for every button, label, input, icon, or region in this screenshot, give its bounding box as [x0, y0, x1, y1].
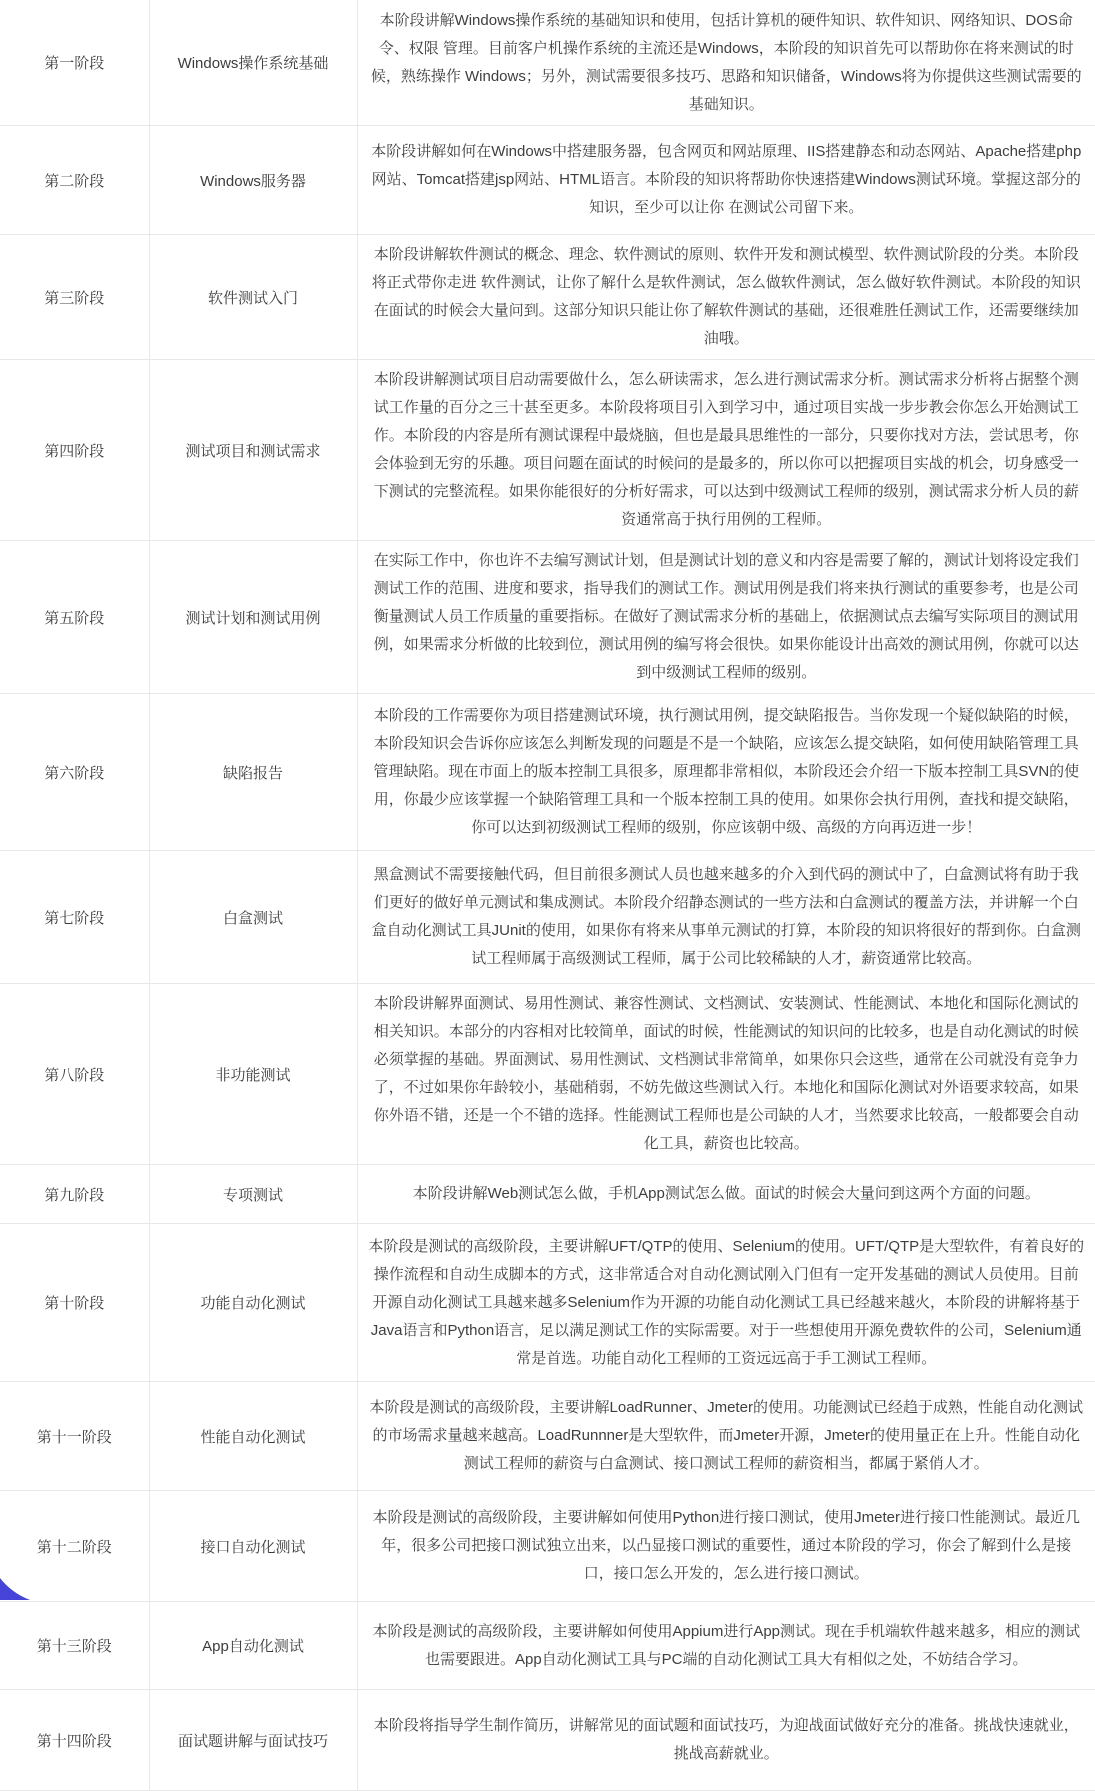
- description-cell: 本阶段是测试的高级阶段，主要讲解如何使用Appium进行App测试。现在手机端软件越来越多，相应的测试也需要跟进。App自动化测试工具与PC端的自动化测试工具大有相似之处，不妨结合学习。: [357, 1602, 1095, 1690]
- description-cell: 本阶段将指导学生制作简历，讲解常见的面试题和面试技巧，为迎战面试做好充分的准备。挑战快速就业，挑战高薪就业。: [357, 1690, 1095, 1791]
- course-cell: 面试题讲解与面试技巧: [149, 1690, 357, 1791]
- table-row: [0, 1491, 1095, 1602]
- course-cell: 专项测试: [149, 1165, 357, 1224]
- course-cell: App自动化测试: [149, 1602, 357, 1690]
- table-row: [0, 1382, 1095, 1491]
- course-cell: 测试项目和测试需求: [149, 360, 357, 541]
- description-cell: 本阶段讲解如何在Windows中搭建服务器，包含网页和网站原理、IIS搭建静态和动态网站、Apache搭建php网站、Tomcat搭建jsp网站、HTML语言。本阶段的知识将帮助你快速搭建Windows测试环境。掌握这部分的知识，至少可以让你 在测试公司留下来。: [357, 126, 1095, 235]
- course-cell: 软件测试入门: [149, 235, 357, 360]
- table-row: [0, 1165, 1095, 1224]
- stage-cell: 第二阶段: [0, 126, 149, 235]
- table-row: [0, 1602, 1095, 1690]
- description-cell: 本阶段的工作需要你为项目搭建测试环境，执行测试用例，提交缺陷报告。当你发现一个疑似缺陷的时候，本阶段知识会告诉你应该怎么判断发现的问题是不是一个缺陷，应该怎么提交缺陷，如何使用缺陷管理工具管理缺陷。现在市面上的版本控制工具很多，原理都非常相似，本阶段还会介绍一下版本控制工具SVN的使用，你最少应该掌握一个缺陷管理工具和一个版本控制工具的使用。如果你会执行用例，查找和提交缺陷，你可以达到初级测试工程师的级别，你应该朝中级、高级的方向再迈进一步！: [357, 694, 1095, 851]
- corner-swoosh-icon[interactable]: [0, 1578, 30, 1600]
- description-cell: 黑盒测试不需要接触代码，但目前很多测试人员也越来越多的介入到代码的测试中了，白盒测试将有助于我们更好的做好单元测试和集成测试。本阶段介绍静态测试的一些方法和白盒测试的覆盖方法，并讲解一个白盒自动化测试工具JUnit的使用，如果你有将来从事单元测试的打算，本阶段的知识将很好的帮到你。白盒测试工程师属于高级测试工程师，属于公司比较稀缺的人才，薪资通常比较高。: [357, 851, 1095, 984]
- table-row: [0, 235, 1095, 360]
- table-row: [0, 1224, 1095, 1382]
- stage-cell: 第十三阶段: [0, 1602, 149, 1690]
- stage-cell: 第五阶段: [0, 541, 149, 694]
- stage-cell: 第四阶段: [0, 360, 149, 541]
- stage-cell: 第三阶段: [0, 235, 149, 360]
- description-cell: 本阶段讲解界面测试、易用性测试、兼容性测试、文档测试、安装测试、性能测试、本地化和国际化测试的相关知识。本部分的内容相对比较简单，面试的时候，性能测试的知识问的比较多，也是自动化测试的时候必须掌握的基础。界面测试、易用性测试、文档测试非常简单，如果你只会这些，通常在公司就没有竞争力了，不过如果你年龄较小，基础稍弱，不妨先做这些测试入行。本地化和国际化测试对外语要求较高，如果你外语不错，还是一个不错的选择。性能测试工程师也是公司缺的人才，当然要求比较高，一般都要会自动化工具，薪资也比较高。: [357, 984, 1095, 1165]
- course-cell: 接口自动化测试: [149, 1491, 357, 1602]
- stage-cell: 第一阶段: [0, 0, 149, 126]
- description-cell: 本阶段是测试的高级阶段，主要讲解UFT/QTP的使用、Selenium的使用。UFT/QTP是大型软件，有着良好的操作流程和自动生成脚本的方式，这非常适合对自动化测试刚入门但有一定开发基础的测试人员使用。目前开源自动化测试工具越来越多Selenium作为开源的功能自动化测试工具已经越来越火，本阶段的讲解将基于Java语言和Python语言，足以满足测试工作的实际需要。对于一些想使用开源免费软件的公司，Selenium通常是首选。功能自动化工程师的工资远远高于手工测试工程师。: [357, 1224, 1095, 1382]
- table-row: [0, 0, 1095, 126]
- course-cell: Windows服务器: [149, 126, 357, 235]
- table-row: [0, 360, 1095, 541]
- stage-cell: 第九阶段: [0, 1165, 149, 1224]
- stage-cell: 第六阶段: [0, 694, 149, 851]
- description-cell: 本阶段讲解测试项目启动需要做什么，怎么研读需求，怎么进行测试需求分析。测试需求分析将占据整个测试工作量的百分之三十甚至更多。本阶段将项目引入到学习中，通过项目实战一步步教会你怎么开始测试工作。本阶段的内容是所有测试课程中最烧脑，但也是最具思维性的一部分，只要你找对方法，尝试思考，你会体验到无穷的乐趣。项目问题在面试的时候问的是最多的，所以你可以把握项目实战的机会，切身感受一下测试的完整流程。如果你能很好的分析好需求，可以达到中级测试工程师的级别，测试需求分析人员的薪资通常高于执行用例的工程师。: [357, 360, 1095, 541]
- description-cell: 本阶段讲解Windows操作系统的基础知识和使用，包括计算机的硬件知识、软件知识、网络知识、DOS命令、权限 管理。目前客户机操作系统的主流还是Windows，本阶段的知识首先可以帮助你在将来测试的时候，熟练操作 Windows；另外，测试需要很多技巧、思路和知识储备，Windows将为你提供这些测试需要的基础知识。: [357, 0, 1095, 126]
- table-row: [0, 541, 1095, 694]
- table-row: [0, 1690, 1095, 1791]
- description-cell: 本阶段是测试的高级阶段，主要讲解如何使用Python进行接口测试，使用Jmeter进行接口性能测试。最近几年，很多公司把接口测试独立出来，以凸显接口测试的重要性，通过本阶段的学习，你会了解到什么是接口，接口怎么开发的，怎么进行接口测试。: [357, 1491, 1095, 1602]
- stage-cell: 第十一阶段: [0, 1382, 149, 1491]
- stage-cell: 第七阶段: [0, 851, 149, 984]
- stage-cell: 第八阶段: [0, 984, 149, 1165]
- stage-cell: 第十四阶段: [0, 1690, 149, 1791]
- course-cell: 非功能测试: [149, 984, 357, 1165]
- table-row: [0, 851, 1095, 984]
- table-row: [0, 126, 1095, 235]
- stage-cell: 第十阶段: [0, 1224, 149, 1382]
- course-cell: Windows操作系统基础: [149, 0, 357, 126]
- course-cell: 性能自动化测试: [149, 1382, 357, 1491]
- course-cell: 功能自动化测试: [149, 1224, 357, 1382]
- description-cell: 本阶段是测试的高级阶段，主要讲解LoadRunner、Jmeter的使用。功能测试已经趋于成熟，性能自动化测试的市场需求量越来越高。LoadRunnner是大型软件，而Jmeter开源，Jmeter的使用量正在上升。性能自动化测试工程师的薪资与白盒测试、接口测试工程师的薪资相当，都属于紧俏人才。: [357, 1382, 1095, 1491]
- table-row: [0, 694, 1095, 851]
- stage-cell: 第十二阶段: [0, 1491, 149, 1602]
- description-cell: 本阶段讲解Web测试怎么做，手机App测试怎么做。面试的时候会大量问到这两个方面的问题。: [357, 1165, 1095, 1224]
- course-cell: 缺陷报告: [149, 694, 357, 851]
- course-cell: 测试计划和测试用例: [149, 541, 357, 694]
- description-cell: 本阶段讲解软件测试的概念、理念、软件测试的原则、软件开发和测试模型、软件测试阶段的分类。本阶段将正式带你走进 软件测试，让你了解什么是软件测试，怎么做软件测试，怎么做好软件测试。本阶段的知识在面试的时候会大量问到。这部分知识只能让你了解软件测试的基础，还很难胜任测试工作，还需要继续加油哦。: [357, 235, 1095, 360]
- table-row: [0, 984, 1095, 1165]
- course-cell: 白盒测试: [149, 851, 357, 984]
- description-cell: 在实际工作中，你也许不去编写测试计划，但是测试计划的意义和内容是需要了解的，测试计划将设定我们测试工作的范围、进度和要求，指导我们的测试工作。测试用例是我们将来执行测试的重要参考，也是公司衡量测试人员工作质量的重要指标。在做好了测试需求分析的基础上，依据测试点去编写实际项目的测试用例，如果需求分析做的比较到位，测试用例的编写将会很快。如果你能设计出高效的测试用例，你就可以达到中级测试工程师的级别。: [357, 541, 1095, 694]
